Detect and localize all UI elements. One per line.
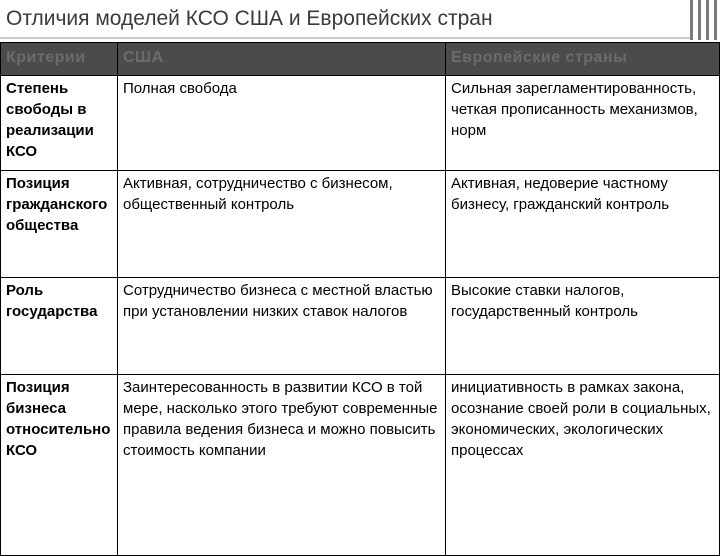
comparison-table [0,42,720,556]
header-europe: Европейские страны [446,43,720,76]
usa-cell: Заинтересованность в развитии КСО в той мере, насколько этого требуют современные правила ведения бизнеса и можно повысить стоимость компании [118,375,446,556]
title-bar [0,0,720,36]
europe-cell: Активная, недоверие частному бизнесу, гражданский контроль [446,171,720,278]
title-underline [0,37,690,39]
europe-cell: Высокие ставки налогов, государственный контроль [446,278,720,375]
table-row [1,171,720,278]
usa-cell: Активная, сотрудничество с бизнесом, общественный контроль [118,171,446,278]
usa-cell: Полная свобода [118,76,446,171]
table-row [1,278,720,375]
criterion-cell: Позиция бизнеса относительно КСО [1,375,118,556]
criterion-cell: Степень свободы в реализации КСО [1,76,118,171]
corner-stripes-decoration [686,0,720,40]
table-row [1,76,720,171]
header-usa: США [118,43,446,76]
europe-cell: Сильная зарегламентированность, четкая прописанность механизмов, норм [446,76,720,171]
criterion-cell: Роль государства [1,278,118,375]
europe-cell: инициативность в рамках закона, осознание своей роли в социальных, экономических, экологических процессах [446,375,720,556]
table-header-row [1,43,720,76]
usa-cell: Сотрудничество бизнеса с местной властью при установлении низких ставок налогов [118,278,446,375]
slide-title: Отличия моделей КСО США и Европейских стран [6,7,493,30]
header-criteria: Критерии [1,43,118,76]
table-row [1,375,720,556]
criterion-cell: Позиция гражданского общества [1,171,118,278]
